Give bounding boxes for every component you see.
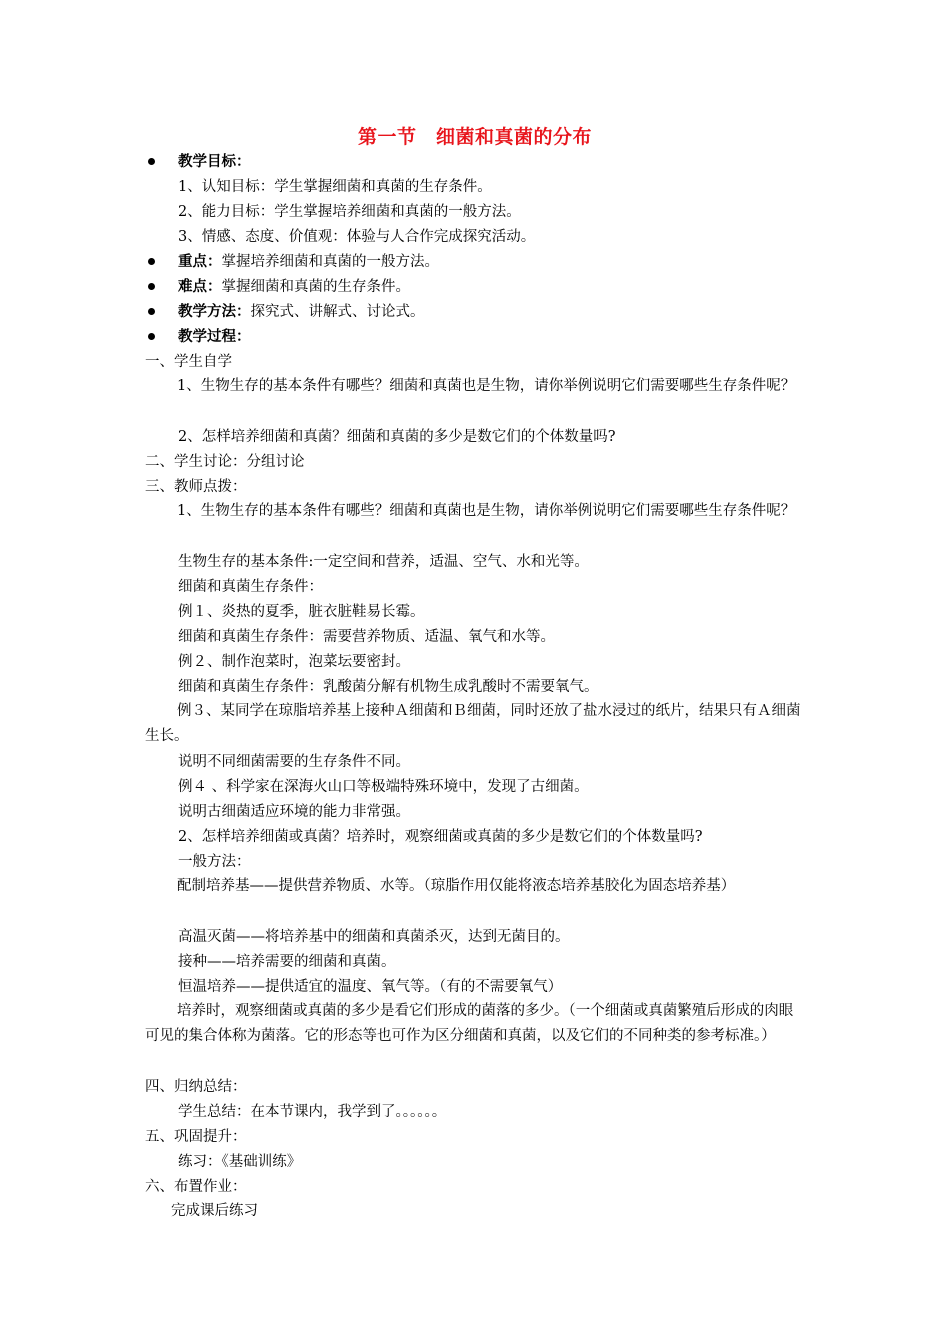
paragraph: 恒温培养——提供适宜的温度、氧气等。（有的不需要氧气） [178, 979, 563, 995]
goal-item: 1、认知目标：学生掌握细菌和真菌的生存条件。 [178, 179, 492, 195]
paragraph: 练习：《基础训练》 [178, 1154, 302, 1170]
paragraph: 细菌和真菌生存条件： [178, 579, 323, 595]
paragraph: 生物生存的基本条件:一定空间和营养，适温、空气、水和光等。 [178, 554, 589, 570]
bullet-icon [148, 333, 155, 340]
paragraph: 说明不同细菌需要的生存条件不同。 [178, 754, 410, 770]
paragraph: 例１、炎热的夏季，脏衣脏鞋易长霉。 [178, 604, 425, 620]
process-label: 教学过程： [178, 328, 251, 345]
paragraph: 2、怎样培养细菌或真菌？培养时，观察细菌或真菌的多少是数它们的个体数量吗? [178, 829, 703, 845]
paragraph: 2、怎样培养细菌和真菌？细菌和真菌的多少是数它们的个体数量吗? [178, 429, 616, 445]
bullet-icon [148, 158, 155, 165]
section-heading: 六、布置作业： [145, 1179, 247, 1195]
key-point: 重点：掌握培养细菌和真菌的一般方法。 [178, 253, 439, 270]
page-title: 第一节 细菌和真菌的分布 [357, 126, 592, 148]
paragraph: 例３、某同学在琼脂培养基上接种Ａ细菌和Ｂ细菌，同时还放了盐水浸过的纸片，结果只有Ａ细菌生长。 [145, 703, 801, 744]
paragraph: 例４ 、科学家在深海火山口等极端特殊环境中，发现了古细菌。 [178, 779, 589, 795]
section-heading: 四、归纳总结： [145, 1079, 247, 1095]
paragraph: 细菌和真菌生存条件：需要营养物质、适温、氧气和水等。 [178, 629, 555, 645]
difficulty: 难点：掌握细菌和真菌的生存条件。 [178, 278, 410, 295]
section-heading: 一、学生自学 [145, 354, 232, 370]
paragraph: 细菌和真菌生存条件：乳酸菌分解有机物生成乳酸时不需要氧气。 [178, 679, 599, 695]
section-heading: 二、学生讨论：分组讨论 [145, 454, 305, 470]
goals-label: 教学目标： [178, 153, 251, 170]
paragraph: 学生总结：在本节课内，我学到了。。。。。。 [178, 1104, 447, 1120]
paragraph: 一般方法： [178, 854, 251, 870]
bullet-icon [148, 258, 155, 265]
bullet-icon [148, 283, 155, 290]
paragraph: 配制培养基——提供营养物质、水等。（琼脂作用仅能将液态培养基胶化为固态培养基） [177, 878, 736, 894]
paragraph: 例２、制作泡菜时，泡菜坛要密封。 [178, 654, 410, 670]
paragraph: 1、生物生存的基本条件有哪些？细菌和真菌也是生物，请你举例说明它们需要哪些生存条件呢？ [177, 503, 796, 519]
goal-item: 2、能力目标：学生掌握培养细菌和真菌的一般方法。 [178, 204, 521, 220]
teaching-method: 教学方法：探究式、讲解式、讨论式。 [178, 303, 425, 320]
section-heading: 五、巩固提升： [145, 1129, 247, 1145]
paragraph: 1、生物生存的基本条件有哪些？细菌和真菌也是生物，请你举例说明它们需要哪些生存条件呢？ [177, 378, 796, 394]
paragraph: 高温灭菌——将培养基中的细菌和真菌杀灭，达到无菌目的。 [178, 929, 570, 945]
paragraph: 完成课后练习 [171, 1203, 258, 1219]
paragraph: 培养时，观察细菌或真菌的多少是看它们形成的菌落的多少。（一个细菌或真菌繁殖后形成的肉眼可见的集合体称为菌落。它的形态等也可作为区分细菌和真菌，以及它们的不同种类的参考标准。） [145, 1003, 794, 1044]
bullet-icon [148, 308, 155, 315]
paragraph: 接种——培养需要的细菌和真菌。 [178, 954, 396, 970]
paragraph: 说明古细菌适应环境的能力非常强。 [178, 804, 410, 820]
goal-item: 3、情感、态度、价值观：体验与人合作完成探究活动。 [178, 229, 536, 245]
section-heading: 三、教师点拨： [145, 479, 247, 495]
